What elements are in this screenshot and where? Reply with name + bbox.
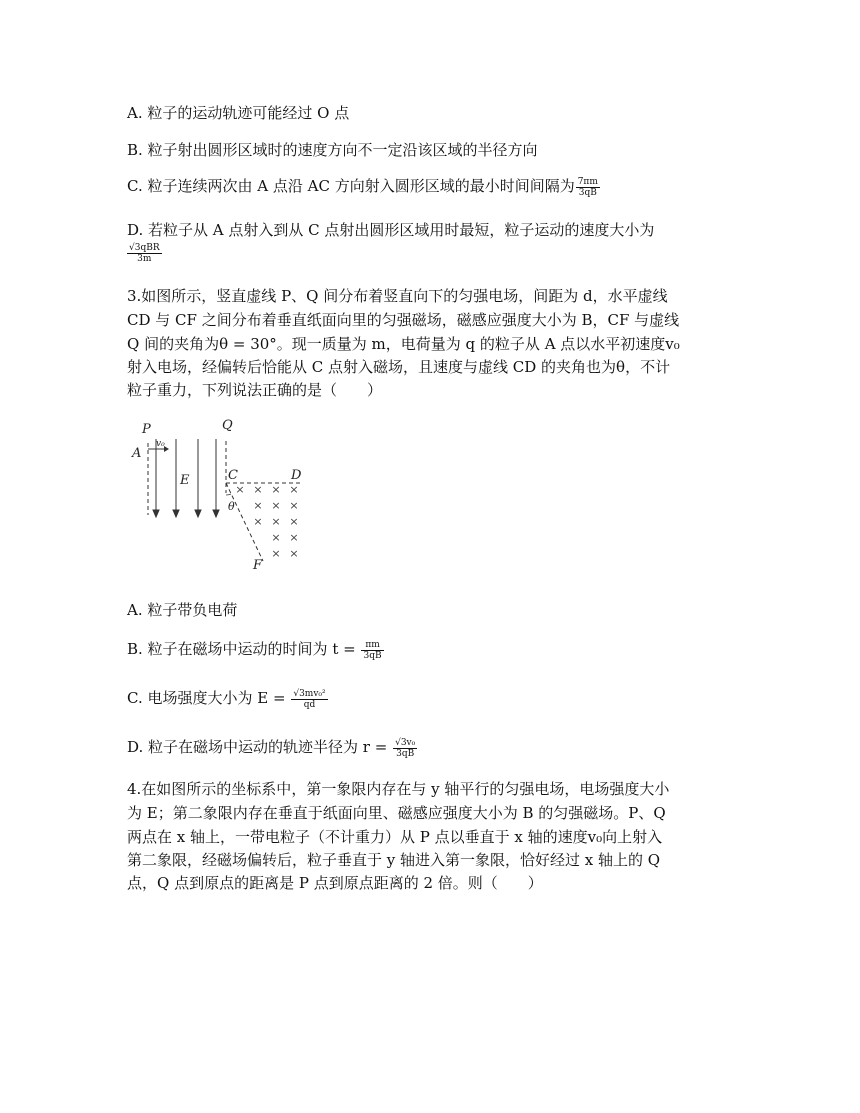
q2-option-c-text: C. 粒子连续两次由 A 点沿 AC 方向射入圆形区域的最小时间间隔为 xyxy=(127,177,575,195)
svg-text:×: × xyxy=(271,515,281,528)
q3-stem-line-4: 射入电场，经偏转后恰能从 C 点射入磁场，且速度与虚线 CD 的夹角也为θ，不计 xyxy=(127,358,671,376)
q3-option-b xyxy=(127,639,385,661)
label-e: E xyxy=(180,473,190,488)
svg-text:×: × xyxy=(289,483,299,496)
svg-text:×: × xyxy=(289,499,299,512)
magnetic-field-crosses xyxy=(235,483,298,560)
fraction-denominator: 3m xyxy=(137,254,152,264)
fraction-numerator: 7πm xyxy=(577,176,598,187)
svg-text:×: × xyxy=(271,483,281,496)
q3-stem-line-3: Q 间的夹角为θ = 30°。现一质量为 m，电荷量为 q 的粒子从 A 点以水平初速度v₀ xyxy=(127,335,680,353)
svg-text:×: × xyxy=(253,515,263,528)
svg-text:×: × xyxy=(289,547,299,560)
q3-option-a: A. 粒子带负电荷 xyxy=(127,601,238,619)
svg-text:×: × xyxy=(253,483,263,496)
label-theta: θ xyxy=(228,500,235,513)
q2-option-b: B. 粒子射出圆形区域时的速度方向不一定沿该区域的半径方向 xyxy=(127,141,538,159)
q2-option-c-fraction xyxy=(576,177,600,198)
theta-arc xyxy=(226,494,231,495)
label-p: P xyxy=(142,422,151,437)
velocity-arrowhead xyxy=(164,446,169,452)
fraction-denominator: qd xyxy=(303,699,316,710)
q3-stem-line-5: 粒子重力，下列说法正确的是（ ） xyxy=(127,381,383,399)
q3-option-d xyxy=(127,737,418,759)
label-v0: v₀ xyxy=(156,439,165,449)
q4-stem-line-4: 第二象限，经磁场偏转后，粒子垂直于 y 轴进入第一象限，恰好经过 x 轴上的 Q xyxy=(127,851,661,869)
q3-stem-line-2: CD 与 CF 之间分布着垂直纸面向里的匀强磁场，磁感应强度大小为 B，CF 与虚线 xyxy=(127,311,680,329)
svg-text:×: × xyxy=(289,515,299,528)
q3-field-diagram xyxy=(128,413,328,573)
q2-option-d-fraction xyxy=(127,243,162,264)
fraction-numerator: √3qBR xyxy=(129,243,160,253)
label-f: F xyxy=(253,558,263,573)
svg-text:×: × xyxy=(289,531,299,544)
q3-stem-line-1: 3.如图所示，竖直虚线 P、Q 间分布着竖直向下的匀强电场，间距为 d，水平虚线 xyxy=(127,287,668,305)
svg-text:×: × xyxy=(271,531,281,544)
label-d: D xyxy=(291,468,302,483)
q4-stem-line-2: 为 E；第二象限内存在垂直于纸面向里、磁感应强度大小为 B 的匀强磁场。P、Q xyxy=(127,804,666,822)
label-c: C xyxy=(228,468,238,483)
fraction-denominator: 3qB xyxy=(396,748,415,759)
svg-text:×: × xyxy=(271,499,281,512)
q3-option-c-fraction xyxy=(291,689,327,710)
q3-option-c-text: C. 电场强度大小为 E = xyxy=(127,689,286,707)
q3-option-b-fraction xyxy=(361,640,383,661)
q2-option-d: D. 若粒子从 A 点射入到从 C 点射出圆形区域用时最短，粒子运动的速度大小为 xyxy=(127,221,655,239)
q3-option-c xyxy=(127,688,329,710)
svg-text:×: × xyxy=(253,499,263,512)
svg-text:×: × xyxy=(235,483,245,496)
q2-option-c xyxy=(127,176,601,198)
q2-option-d-frac xyxy=(127,243,162,264)
q4-stem-line-1: 4.在如图所示的坐标系中，第一象限内存在与 y 轴平行的匀强电场，电场强度大小 xyxy=(127,780,670,798)
q3-option-d-fraction xyxy=(393,738,417,759)
fraction-denominator: 3qB xyxy=(578,187,597,198)
label-a: A xyxy=(132,446,142,461)
svg-text:×: × xyxy=(271,547,281,560)
q3-option-b-text: B. 粒子在磁场中运动的时间为 t = xyxy=(127,640,356,658)
q4-stem-line-3: 两点在 x 轴上，一带电粒子（不计重力）从 P 点以垂直于 x 轴的速度v₀向上射入 xyxy=(127,828,663,846)
fraction-denominator: 3qB xyxy=(363,650,382,661)
q2-option-a: A. 粒子的运动轨迹可能经过 O 点 xyxy=(127,104,350,122)
label-q: Q xyxy=(222,418,233,433)
fraction-numerator: √3v₀ xyxy=(395,737,416,748)
q4-stem-line-5: 点，Q 点到原点的距离是 P 点到原点距离的 2 倍。则（ ） xyxy=(127,874,543,892)
fraction-numerator: √3mv₀² xyxy=(293,688,326,699)
fraction-numerator: πm xyxy=(361,640,383,651)
q3-option-d-text: D. 粒子在磁场中运动的轨迹半径为 r = xyxy=(127,738,388,756)
